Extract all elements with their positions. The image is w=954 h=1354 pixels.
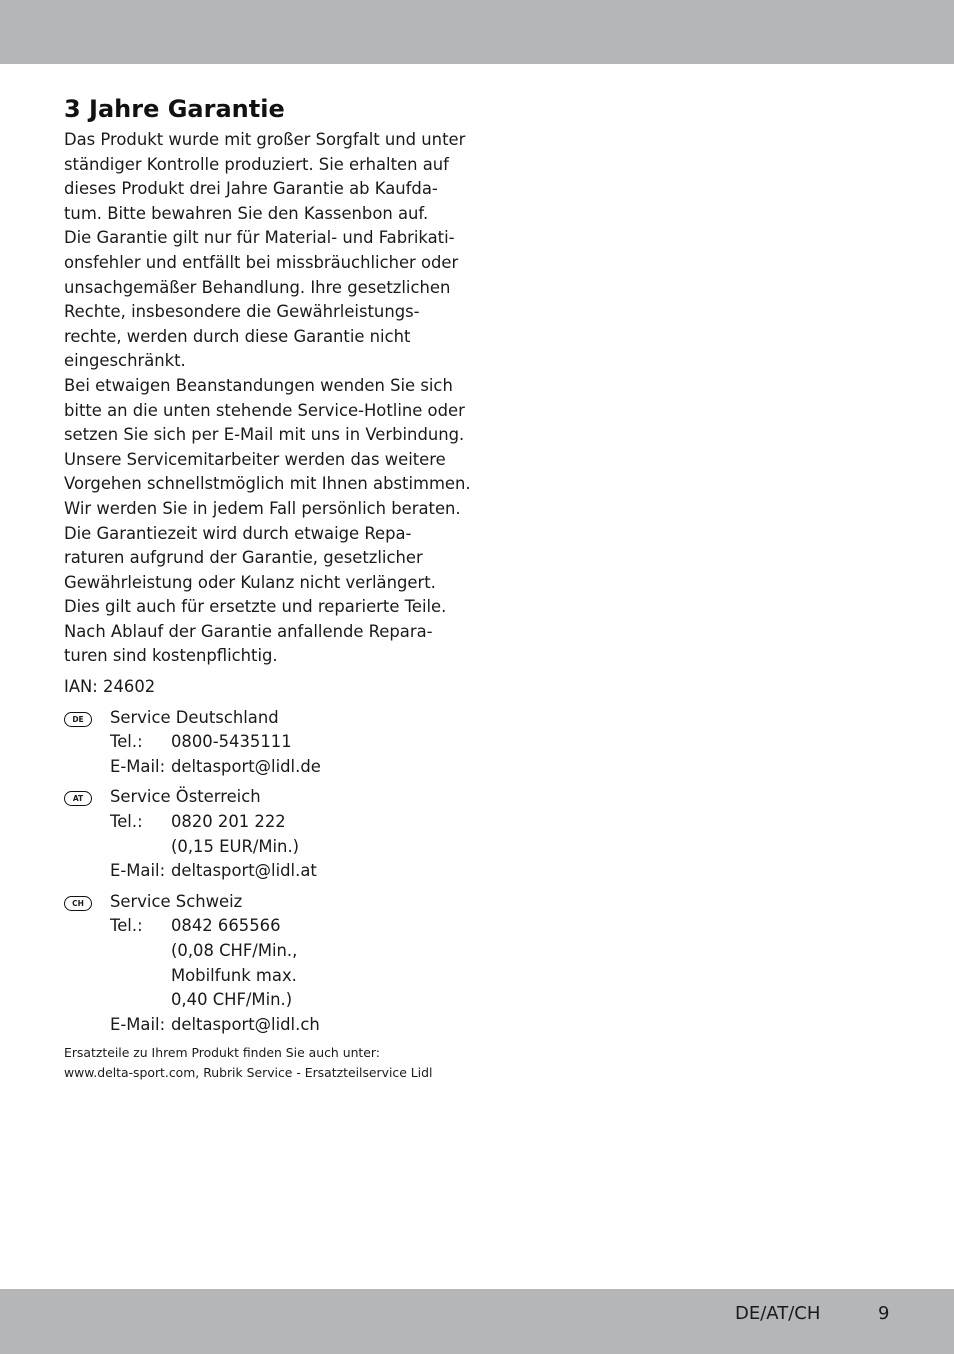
country-code-ch-icon: CH [64, 896, 92, 911]
spare-parts-note [64, 1043, 464, 1082]
country-code-de-icon: DE [64, 712, 92, 727]
tel-label: Tel.: [110, 732, 143, 752]
service-email-row [110, 1013, 464, 1038]
text-line: Rechte, insbesondere die Gewährleistungs- [64, 302, 420, 322]
phone-number: 0800-5435111 [171, 732, 292, 752]
tel-label: Tel.: [110, 916, 143, 936]
email-label: E-Mail: [110, 1014, 166, 1034]
email-label: E-Mail: [110, 861, 166, 881]
service-austria [64, 785, 464, 883]
text-line: tum. Bitte bewahren Sie den Kassenbon auf. [64, 203, 429, 223]
text-line: setzen Sie sich per E-Mail mit uns in Verbindung. [64, 425, 465, 445]
text-line: rechte, werden durch diese Garantie nicht [64, 326, 411, 346]
text-line: ständiger Kontrolle produziert. Sie erhalten auf [64, 154, 449, 174]
email-address: deltasport@lidl.de [171, 756, 321, 776]
text-line: Dies gilt auch für ersetzte und reparierte Teile. [64, 597, 447, 617]
text-line: Bei etwaigen Beanstandungen wenden Sie sich [64, 375, 453, 395]
service-germany [64, 706, 464, 780]
phone-rate: (0,15 EUR/Min.) [171, 836, 300, 856]
text-line: Die Garantiezeit wird durch etwaige Repa- [64, 523, 412, 543]
service-phone-row [110, 988, 464, 1013]
note-line: www.delta-sport.com, Rubrik Service - Ersatzteilservice Lidl [64, 1064, 433, 1080]
text-line: Wir werden Sie in jedem Fall persönlich beraten. [64, 498, 461, 518]
text-line: Nach Ablauf der Garantie anfallende Repara- [64, 621, 433, 641]
text-line: Die Garantie gilt nur für Material- und Fabrikati- [64, 228, 455, 248]
text-line: turen sind kostenpflichtig. [64, 646, 278, 666]
tel-label: Tel.: [110, 812, 143, 832]
service-email-row [110, 755, 464, 780]
guarantee-text [64, 128, 471, 669]
service-phone-row [110, 914, 464, 939]
email-address: deltasport@lidl.ch [171, 1014, 320, 1034]
service-email-row [110, 859, 464, 884]
phone-rate: 0,40 CHF/Min.) [171, 990, 293, 1010]
phone-number: 0820 201 222 [171, 812, 286, 832]
service-phone-row [110, 964, 464, 989]
service-phone-row [110, 730, 464, 755]
service-switzerland [64, 890, 464, 1038]
text-line: Vorgehen schnellstmöglich mit Ihnen abstimmen. [64, 474, 471, 494]
text-line: Unsere Servicemitarbeiter werden das weitere [64, 449, 446, 469]
text-line: unsachgemäßer Behandlung. Ihre gesetzlichen [64, 277, 451, 297]
text-line: bitte an die unten stehende Service-Hotline oder [64, 400, 465, 420]
text-line: Gewährleistung oder Kulanz nicht verlängert. [64, 572, 436, 592]
header-band [0, 0, 954, 64]
email-label: E-Mail: [110, 756, 166, 776]
phone-rate: Mobilfunk max. [171, 965, 297, 985]
text-line: onsfehler und entfällt bei missbräuchlicher oder [64, 252, 459, 272]
service-phone-row [110, 939, 464, 964]
text-line: Das Produkt wurde mit großer Sorgfalt und unter [64, 130, 466, 149]
service-phone-row [110, 810, 464, 835]
note-line: Ersatzteile zu Ihrem Produkt finden Sie auch unter: [64, 1045, 380, 1061]
guarantee-section [64, 94, 471, 1082]
phone-number: 0842 665566 [171, 916, 281, 936]
text-line: raturen aufgrund der Garantie, gesetzlicher [64, 548, 423, 568]
footer-region: DE/AT/CH [735, 1303, 821, 1324]
email-address: deltasport@lidl.at [171, 861, 317, 881]
country-code-at-icon: AT [64, 791, 92, 806]
service-name: Service Schweiz [110, 891, 243, 911]
service-name: Service Deutschland [110, 707, 279, 727]
ian-number: IAN: 24602 [64, 677, 156, 697]
service-phone-row [110, 835, 464, 860]
page-title: 3 Jahre Garantie [64, 95, 285, 123]
page-number: 9 [878, 1303, 890, 1324]
service-name: Service Österreich [110, 787, 261, 807]
text-line: dieses Produkt drei Jahre Garantie ab Kaufda- [64, 179, 438, 199]
text-line: eingeschränkt. [64, 351, 186, 371]
phone-rate: (0,08 CHF/Min., [171, 941, 298, 960]
